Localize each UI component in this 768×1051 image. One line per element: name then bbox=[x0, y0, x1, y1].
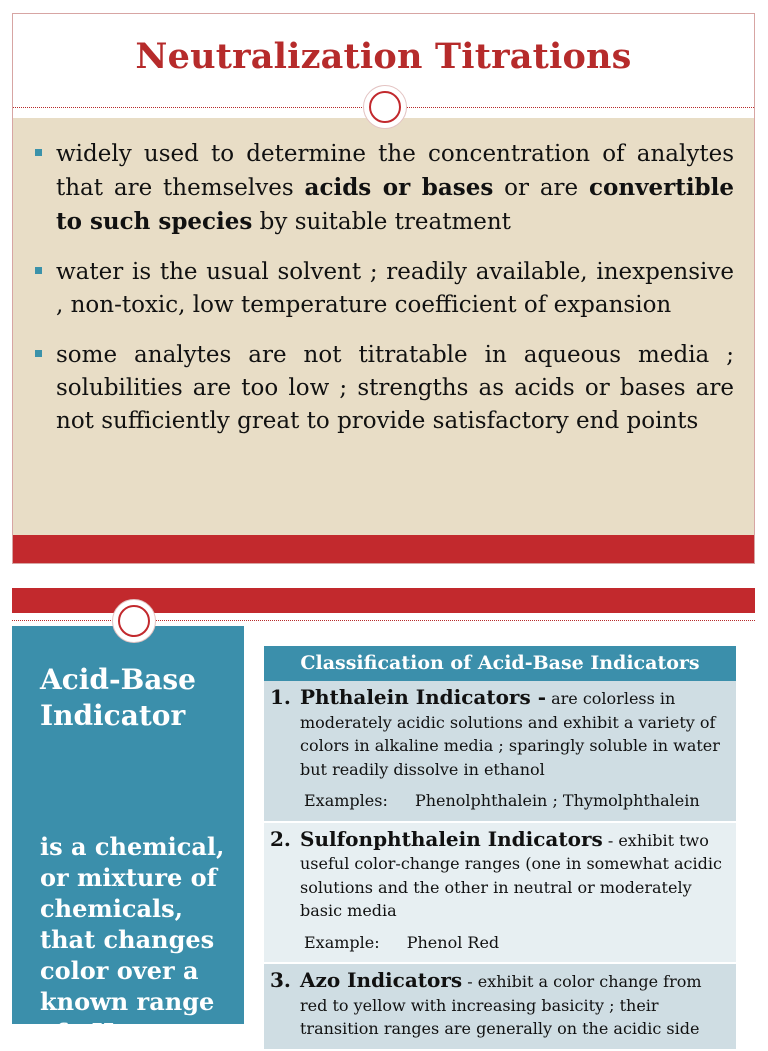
indicator-description: - exhibit a color change from red to yellow with increasing basicity ; their transition ranges are generally on the acidic side bbox=[300, 972, 702, 1038]
examples-label: Examples: bbox=[304, 791, 388, 810]
examples-line bbox=[300, 931, 726, 955]
indicator-description: - exhibit two useful color-change ranges (one in somewhat acidic solutions and the other in neutral or moderately basic media bbox=[300, 830, 722, 920]
examples-line bbox=[300, 789, 726, 813]
row-number: 2. bbox=[270, 826, 291, 851]
examples-value: Phenolphthalein ; Thymolphthalein bbox=[414, 791, 700, 810]
panel-title: Acid-Base Indicator bbox=[40, 663, 196, 732]
table-row bbox=[264, 964, 736, 1051]
bullet-item: water is the usual solvent ; readily available, inexpensive , non-toxic, low temperature coefficient of expansion bbox=[33, 256, 734, 322]
panel-definition: is a chemical, or mixture of chemicals, that changes color over a known range of pH bbox=[40, 832, 225, 1047]
slide-title: Neutralization Titrations bbox=[135, 36, 632, 77]
row-number: 1. bbox=[270, 685, 291, 709]
slide-acid-base-indicators bbox=[12, 588, 755, 1047]
bullet-item: some analytes are not titratable in aqueous media ; solubilities are too low ; strengths as acids or bases are not sufficiently great to provide satisfactory end points bbox=[33, 339, 734, 438]
indicator-name: Phthalein Indicators - bbox=[300, 685, 546, 709]
footer-bar bbox=[13, 535, 754, 563]
examples-label: Example: bbox=[304, 932, 380, 952]
bullet-item: widely used to determine the concentration of analytes that are themselves acids or bases or are convertible to such species by suitable treatment bbox=[33, 138, 734, 239]
indicator-name: Azo Indicators bbox=[300, 968, 463, 992]
square-bullet-icon bbox=[35, 267, 42, 274]
row-number: 3. bbox=[270, 968, 291, 992]
square-bullet-icon bbox=[35, 149, 42, 156]
slide-neutralization-titrations bbox=[12, 13, 755, 564]
table-header: Classification of Acid-Base Indicators bbox=[264, 646, 736, 681]
definition-panel bbox=[12, 626, 244, 1047]
table-row bbox=[264, 823, 736, 965]
circle-ornament-icon bbox=[112, 599, 156, 643]
circle-ornament-icon bbox=[363, 85, 407, 129]
bullet-list bbox=[33, 138, 734, 455]
indicator-description: are colorless in moderately acidic solutions and exhibit a variety of colors in alkaline media ; sparingly soluble in water but readily dissolve in ethanol bbox=[300, 689, 720, 779]
classification-table bbox=[264, 646, 736, 1051]
table-row bbox=[264, 681, 736, 823]
indicator-name: Sulfonphthalein Indicators bbox=[300, 826, 603, 851]
content-area bbox=[13, 118, 754, 535]
square-bullet-icon bbox=[35, 350, 42, 357]
examples-value: Phenol Red bbox=[406, 932, 500, 952]
